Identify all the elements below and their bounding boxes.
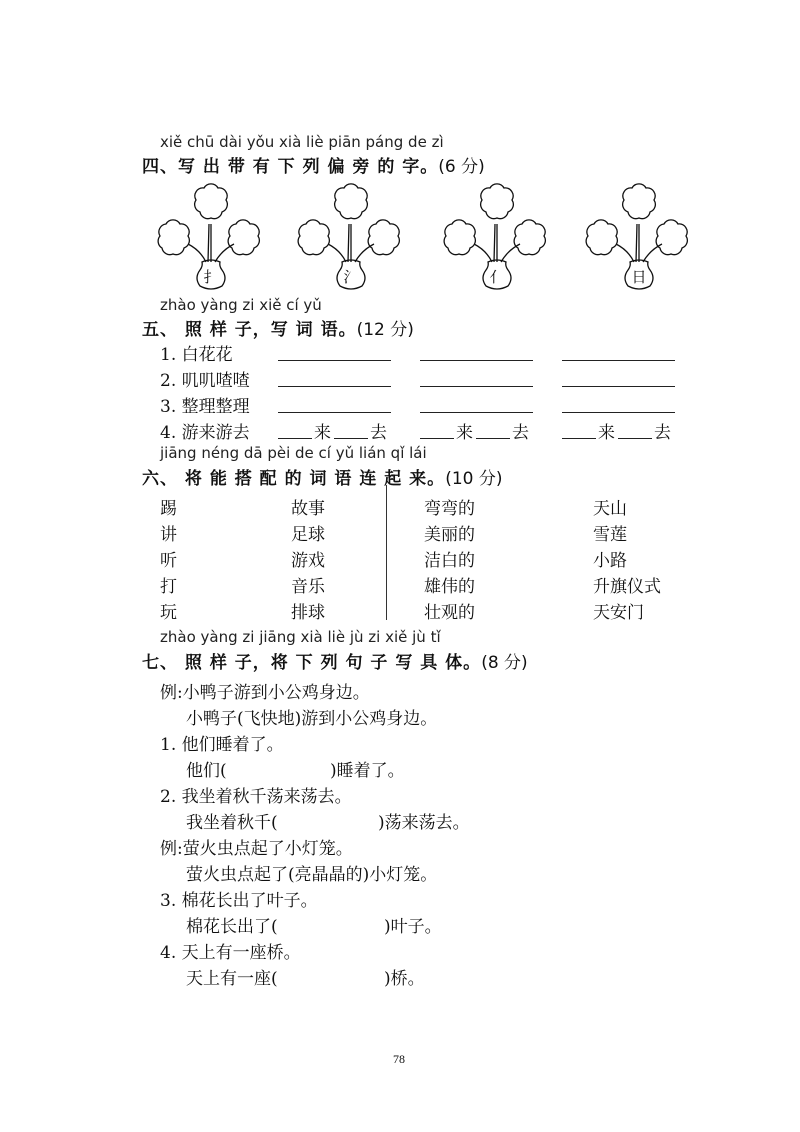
question-3-suffix: )叶子。 xyxy=(384,917,442,937)
match-adjective-1[interactable]: 弯弯的 xyxy=(424,499,475,519)
pattern-lai: 来 xyxy=(314,423,331,443)
item-number: 3. xyxy=(160,397,177,417)
section5-item-1 xyxy=(160,340,233,365)
match-noun-4[interactable]: 音乐 xyxy=(291,577,325,597)
answer-blank[interactable] xyxy=(420,386,533,387)
match-verb-2[interactable]: 讲 xyxy=(160,525,177,545)
item-number: 4. xyxy=(160,423,177,443)
item-number: 2. xyxy=(160,371,177,391)
column-divider xyxy=(386,485,387,620)
answer-blank[interactable] xyxy=(562,412,675,413)
radical-2: 氵 xyxy=(343,268,359,286)
question-2-prefix: 我坐着秋千( xyxy=(186,813,278,833)
match-adjective-2[interactable]: 美丽的 xyxy=(424,525,475,545)
example-2-answer: 萤火虫点起了(亮晶晶的)小灯笼。 xyxy=(186,865,438,885)
answer-blank[interactable] xyxy=(562,360,675,361)
flower-vase-2 xyxy=(296,178,406,298)
pattern-qu: 去 xyxy=(370,423,387,443)
question-4-suffix: )桥。 xyxy=(384,969,425,989)
answer-blank[interactable] xyxy=(278,438,312,439)
flower-vase-4 xyxy=(584,178,694,298)
question-1: 1. 他们睡着了。 xyxy=(160,735,284,755)
pattern-lai: 来 xyxy=(598,423,615,443)
answer-blank[interactable] xyxy=(618,438,652,439)
radical-1: 扌 xyxy=(203,268,219,286)
flower-vase-1 xyxy=(156,178,266,298)
question-3-prefix: 棉花长出了( xyxy=(186,917,278,937)
section5-score: (12 分) xyxy=(356,320,414,340)
flower-vase-3 xyxy=(442,178,552,298)
answer-blank[interactable] xyxy=(420,438,454,439)
question-1-suffix: )睡着了。 xyxy=(330,761,405,781)
match-adjective-3[interactable]: 洁白的 xyxy=(424,551,475,571)
match-verb-4[interactable]: 打 xyxy=(160,577,177,597)
question-3-blank[interactable] xyxy=(290,912,370,932)
answer-blank[interactable] xyxy=(278,412,391,413)
pattern-qu: 去 xyxy=(654,423,671,443)
match-place-4[interactable]: 升旗仪式 xyxy=(593,577,661,597)
section7-score: (8 分) xyxy=(481,653,528,673)
answer-blank[interactable] xyxy=(562,438,596,439)
section4-heading xyxy=(142,152,485,177)
match-adjective-5[interactable]: 壮观的 xyxy=(424,603,475,623)
question-2-blank[interactable] xyxy=(290,808,370,828)
answer-blank[interactable] xyxy=(420,360,533,361)
answer-blank[interactable] xyxy=(476,438,510,439)
item-example: 叽叽喳喳 xyxy=(181,371,250,391)
item-example: 游来游去 xyxy=(181,423,250,443)
page-number: 78 xyxy=(393,1052,405,1066)
section5-pinyin: zhào yàng zi xiě cí yǔ xyxy=(160,296,322,314)
answer-blank[interactable] xyxy=(420,412,533,413)
match-place-5[interactable]: 天安门 xyxy=(593,603,644,623)
match-verb-5[interactable]: 玩 xyxy=(160,603,177,623)
section6-score: (10 分) xyxy=(445,469,503,489)
item-example: 白花花 xyxy=(181,345,233,365)
question-3: 3. 棉花长出了叶子。 xyxy=(160,891,318,911)
question-4: 4. 天上有一座桥。 xyxy=(160,943,301,963)
section7-heading xyxy=(142,648,528,673)
item-example: 整理整理 xyxy=(181,397,250,417)
match-noun-5[interactable]: 排球 xyxy=(291,603,325,623)
match-place-2[interactable]: 雪莲 xyxy=(593,525,627,545)
pattern-lai: 来 xyxy=(456,423,473,443)
pattern-qu: 去 xyxy=(512,423,529,443)
section4-pinyin: xiě chū dài yǒu xià liè piān páng de zì xyxy=(160,133,444,151)
answer-blank[interactable] xyxy=(334,438,368,439)
match-place-1[interactable]: 天山 xyxy=(593,499,627,519)
section5-item-3 xyxy=(160,392,250,417)
radical-3: 亻 xyxy=(489,268,505,286)
item-number: 1. xyxy=(160,345,177,365)
match-noun-3[interactable]: 游戏 xyxy=(291,551,325,571)
section7-pinyin: zhào yàng zi jiāng xià liè jù zi xiě jù tǐ xyxy=(160,628,441,646)
question-4-blank[interactable] xyxy=(290,964,370,984)
match-verb-3[interactable]: 听 xyxy=(160,551,177,571)
question-4-prefix: 天上有一座( xyxy=(186,969,278,989)
match-place-3[interactable]: 小路 xyxy=(593,551,627,571)
section4-score: (6 分) xyxy=(438,157,485,177)
section6-heading xyxy=(142,464,503,489)
answer-blank[interactable] xyxy=(278,386,391,387)
section6-title: 六、 将 能 搭 配 的 词 语 连 起 来。 xyxy=(142,469,446,489)
match-verb-1[interactable]: 踢 xyxy=(160,499,177,519)
section6-pinyin: jiāng néng dā pèi de cí yǔ lián qǐ lái xyxy=(160,444,427,462)
section5-item-2 xyxy=(160,366,250,391)
section4-title: 四、写 出 带 有 下 列 偏 旁 的 字。 xyxy=(142,157,439,177)
radical-4: 日 xyxy=(631,268,647,286)
section5-title: 五、 照 样 子，写 词 语。 xyxy=(142,320,357,340)
question-2: 2. 我坐着秋千荡来荡去。 xyxy=(160,787,352,807)
match-adjective-4[interactable]: 雄伟的 xyxy=(424,577,475,597)
section5-heading xyxy=(142,315,414,340)
example-1-sentence: 例:小鸭子游到小公鸡身边。 xyxy=(160,683,370,703)
question-2-suffix: )荡来荡去。 xyxy=(378,813,470,833)
section5-item-4 xyxy=(160,418,250,443)
answer-blank[interactable] xyxy=(278,360,391,361)
section7-title: 七、 照 样 子，将 下 列 句 子 写 具 体。 xyxy=(142,653,482,673)
question-1-prefix: 他们( xyxy=(186,761,227,781)
example-1-answer: 小鸭子(飞快地)游到小公鸡身边。 xyxy=(186,709,438,729)
answer-blank[interactable] xyxy=(562,386,675,387)
example-2-sentence: 例:萤火虫点起了小灯笼。 xyxy=(160,839,353,859)
match-noun-1[interactable]: 故事 xyxy=(291,499,325,519)
match-noun-2[interactable]: 足球 xyxy=(291,525,325,545)
